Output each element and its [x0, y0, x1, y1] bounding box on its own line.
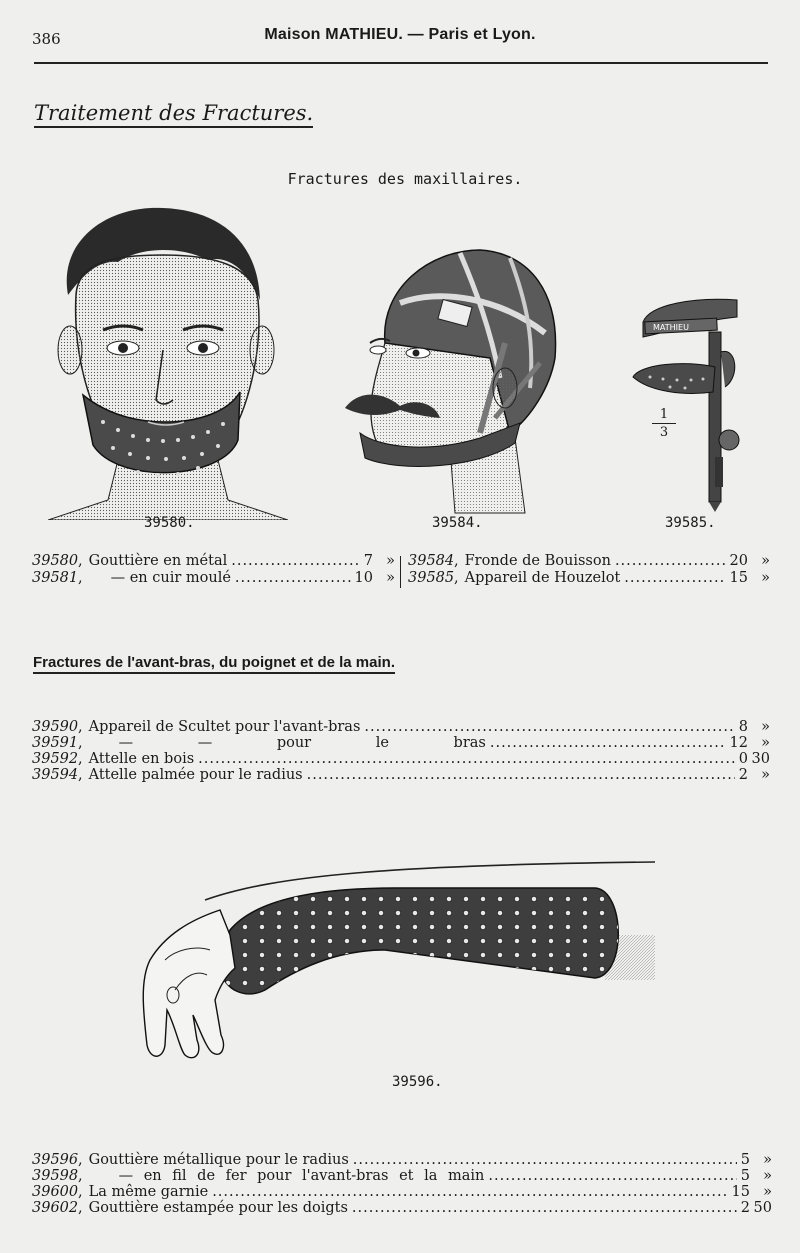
- item-number: 39600: [32, 1184, 79, 1200]
- list-item: 39591 , — — pour le bras ..... 12 »: [32, 735, 770, 751]
- jaw-items-right: [408, 553, 770, 586]
- scale-fraction-bar: [652, 423, 676, 424]
- item-description: Appareil de Scultet pour l'avant-bras: [88, 719, 361, 735]
- item-number: 39594: [32, 767, 79, 783]
- item-price-fraction: »: [386, 570, 395, 586]
- list-item: 39600 , La même garnie ..... 15 »: [32, 1184, 772, 1200]
- face-chin-splint-illustration: [48, 200, 288, 520]
- leader-dots: [307, 767, 735, 783]
- item-price-fraction: »: [763, 1168, 772, 1184]
- scale-fraction: [652, 408, 676, 439]
- leader-dots: [231, 553, 360, 569]
- item-description: Fronde de Bouisson: [464, 553, 611, 569]
- item-description: Appareil de Houzelot: [464, 570, 621, 586]
- section-title: Traitement des Fractures.: [34, 101, 313, 128]
- brand-stamp: MATHIEU: [653, 323, 689, 332]
- item-description: Gouttière en métal: [88, 553, 228, 569]
- item-price: 0: [738, 751, 748, 767]
- item-description: Attelle en bois: [88, 751, 195, 767]
- subsection-title-arm: Fractures de l'avant-bras, du poignet et de la main.: [33, 654, 395, 674]
- leader-dots: [615, 553, 726, 569]
- item-price-fraction: »: [761, 553, 770, 569]
- item-price: 2: [740, 1200, 750, 1216]
- item-number: 39602: [32, 1200, 79, 1216]
- list-item: 39596 , Gouttière métallique pour le radius ..... 5 »: [32, 1152, 772, 1168]
- item-number: 39596: [32, 1152, 79, 1168]
- list-item: 39592 , Attelle en bois ..... 0 30: [32, 751, 770, 767]
- item-description: Gouttière métallique pour le radius: [88, 1152, 349, 1168]
- figure-caption-39584: 39584.: [432, 515, 483, 531]
- item-description: Attelle palmée pour le radius: [88, 767, 303, 783]
- list-item: 39585 , Appareil de Houzelot ..... 15 »: [408, 570, 770, 586]
- item-price: 15: [731, 1184, 750, 1200]
- header-rule: [34, 62, 768, 64]
- list-item: 39594 , Attelle palmée pour le radius ..... 2 »: [32, 767, 770, 783]
- page-number: 386: [32, 30, 61, 48]
- leader-dots: [364, 719, 734, 735]
- item-price-fraction: »: [761, 719, 770, 735]
- item-price: 7: [363, 553, 373, 569]
- item-description: — en fil de fer pour l'avant-bras et la main: [118, 1168, 485, 1184]
- item-price: 15: [729, 570, 748, 586]
- list-item: 39598 , — en fil de fer pour l'avant-bras et la main ..... 5 »: [32, 1168, 772, 1184]
- arm-items: [32, 719, 770, 783]
- item-number: 39580: [32, 553, 79, 569]
- item-number: 39598: [32, 1168, 79, 1184]
- item-price: 20: [729, 553, 748, 569]
- figure-caption-39596: 39596.: [392, 1074, 443, 1090]
- item-price: 2: [738, 767, 748, 783]
- item-number: 39591: [32, 735, 79, 751]
- leader-dots: [624, 570, 725, 586]
- leader-dots: [488, 1168, 736, 1184]
- leader-dots: [352, 1200, 737, 1216]
- scale-denominator: 3: [659, 425, 669, 440]
- list-item: 39584 , Fronde de Bouisson ..... 20 »: [408, 553, 770, 569]
- item-price: 5: [740, 1152, 750, 1168]
- item-price-fraction: 30: [751, 751, 770, 767]
- list-item: 39590 , Appareil de Scultet pour l'avant-bras ..... 8 »: [32, 719, 770, 735]
- item-description: — — pour le bras: [118, 735, 486, 751]
- item-description: — en cuir moulé: [110, 570, 231, 586]
- leader-dots: [353, 1152, 737, 1168]
- column-divider: [400, 556, 401, 588]
- list-item: 39581 , — en cuir moulé ..... 10 »: [32, 570, 395, 586]
- item-price-fraction: »: [763, 1184, 772, 1200]
- item-price-fraction: »: [761, 767, 770, 783]
- running-header: Maison MATHIEU. — Paris et Lyon.: [264, 26, 536, 43]
- bottom-items: [32, 1152, 772, 1216]
- leader-dots: [198, 751, 735, 767]
- item-price-fraction: 50: [753, 1200, 772, 1216]
- item-price-fraction: »: [763, 1152, 772, 1168]
- jaw-items-left: [32, 553, 395, 586]
- item-number: 39590: [32, 719, 79, 735]
- item-price: 8: [738, 719, 748, 735]
- item-price: 12: [729, 735, 748, 751]
- item-number: 39592: [32, 751, 79, 767]
- item-price: 5: [740, 1168, 750, 1184]
- item-number: 39585: [408, 570, 455, 586]
- list-item: 39602 , Gouttière estampée pour les doigts ..... 2 50: [32, 1200, 772, 1216]
- item-description: Gouttière estampée pour les doigts: [88, 1200, 348, 1216]
- leader-dots: [490, 735, 726, 751]
- leader-dots: [212, 1184, 727, 1200]
- perforated-arm-splint-illustration: [135, 850, 665, 1070]
- item-number: 39581: [32, 570, 79, 586]
- subsection-title-jaw: Fractures des maxillaires.: [287, 170, 523, 188]
- head-cap-sling-illustration: [340, 248, 570, 518]
- item-price-fraction: »: [761, 735, 770, 751]
- scale-numerator: 1: [659, 407, 669, 422]
- item-price-fraction: »: [761, 570, 770, 586]
- item-description: La même garnie: [88, 1184, 209, 1200]
- houzelot-apparatus-illustration: [625, 292, 745, 514]
- item-price-fraction: »: [386, 553, 395, 569]
- item-price: 10: [354, 570, 373, 586]
- figure-caption-39580: 39580.: [144, 515, 195, 531]
- figure-caption-39585: 39585.: [665, 515, 716, 531]
- item-number: 39584: [408, 553, 455, 569]
- leader-dots: [235, 570, 351, 586]
- list-item: 39580 , Gouttière en métal ..... 7 »: [32, 553, 395, 569]
